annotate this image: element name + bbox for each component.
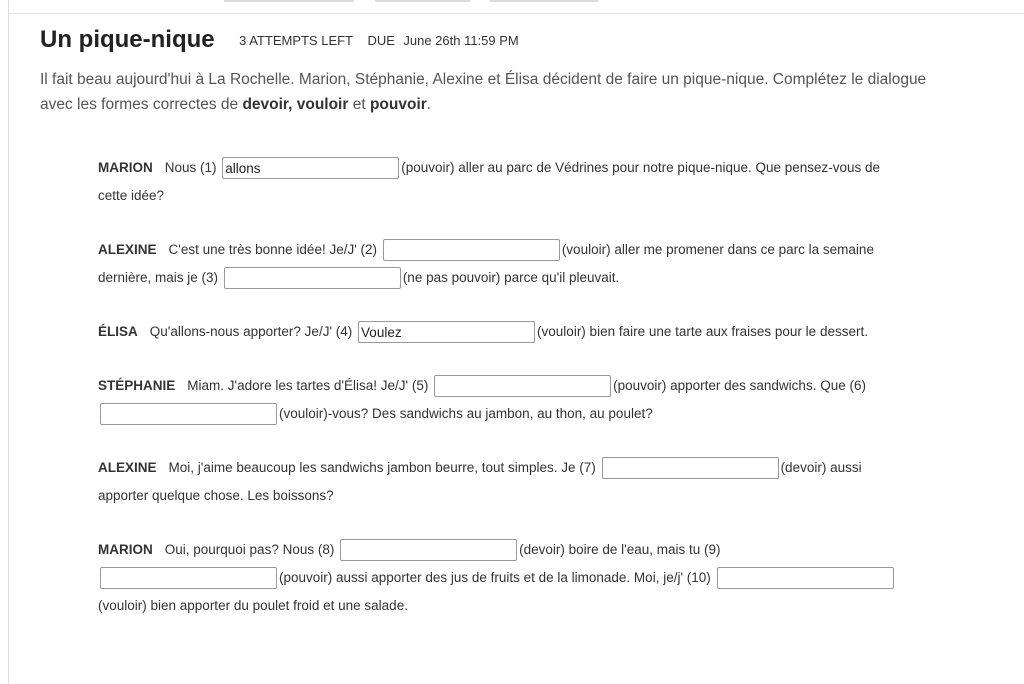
instructions-end: .	[426, 96, 432, 113]
speaker-name: ALEXINE	[98, 242, 157, 257]
answer-input-9[interactable]	[100, 567, 277, 589]
dialogue-line-3	[98, 318, 898, 346]
dialogue-text: Qu'allons-nous apporter? Je/J' (4)	[149, 324, 353, 339]
dialogue-line-4	[98, 372, 898, 428]
dialogue-text: (vouloir) aller me promener dans ce parc la semaine dernière, mais je (3)	[98, 242, 874, 285]
left-border	[8, 0, 9, 684]
dialogue-text: (vouloir) bien apporter du poulet froid et une salade.	[98, 598, 408, 613]
dialogue-text: (vouloir)-vous? Des sandwichs au jambon, au thon, au poulet?	[279, 406, 653, 421]
answer-input-1[interactable]	[222, 157, 399, 179]
dialogue-line-6	[98, 536, 898, 620]
dialogue-line-5	[98, 454, 898, 510]
due-date: June 26th 11:59 PM	[403, 32, 519, 48]
due-label: DUE	[367, 32, 395, 48]
top-tab-1[interactable]	[224, 0, 354, 2]
dialogue-text: (pouvoir) aller au parc de Védrines pour notre pique-nique. Que pensez-vous de cette idée?	[98, 160, 881, 203]
answer-input-8[interactable]	[340, 539, 517, 561]
dialogue-text: (pouvoir) aussi apporter des jus de fruits et de la limonade. Moi, je/j' (10)	[279, 570, 711, 585]
answer-input-3[interactable]	[224, 267, 401, 289]
speaker-name: MARION	[98, 160, 153, 175]
dialogue-text: C'est une très bonne idée! Je/J' (2)	[168, 242, 378, 257]
attempts-left: 3 ATTEMPTS LEFT	[239, 32, 353, 48]
dialogue-text: (ne pas pouvoir) parce qu'il pleuvait.	[402, 270, 620, 285]
verbs-bold-2: pouvoir	[369, 96, 427, 113]
dialogue-text: (pouvoir) apporter des sandwichs. Que (6)	[613, 378, 866, 393]
speaker-name: MARION	[98, 542, 153, 557]
dialogue	[98, 154, 898, 646]
answer-input-4[interactable]	[358, 321, 535, 343]
dialogue-text: (devoir) boire de l'eau, mais tu (9)	[519, 542, 721, 557]
top-divider	[8, 13, 1024, 14]
instructions	[40, 67, 940, 117]
top-tab-3[interactable]	[490, 0, 598, 2]
speaker-name: STÉPHANIE	[98, 378, 176, 393]
dialogue-text: Miam. J'adore les tartes d'Élisa! Je/J' (5)	[187, 378, 429, 393]
page-title: Un pique-nique	[40, 26, 215, 53]
verbs-bold-1: devoir, vouloir	[242, 96, 349, 113]
dialogue-line-1	[98, 154, 898, 210]
instructions-and: et	[348, 96, 370, 113]
dialogue-text: Oui, pourquoi pas? Nous (8)	[164, 542, 335, 557]
instructions-text: Il fait beau aujourd'hui à La Rochelle. Marion, Stéphanie, Alexine et Élisa décident de faire un pique-nique. Complétez le dialogue avec les formes correctes de	[40, 71, 927, 113]
answer-input-10[interactable]	[717, 567, 894, 589]
speaker-name: ÉLISA	[98, 324, 138, 339]
answer-input-2[interactable]	[383, 239, 560, 261]
dialogue-text: Nous (1)	[164, 160, 217, 175]
answer-input-5[interactable]	[434, 375, 611, 397]
answer-input-7[interactable]	[602, 457, 779, 479]
dialogue-line-2	[98, 236, 898, 292]
speaker-name: ALEXINE	[98, 460, 157, 475]
dialogue-text: Moi, j'aime beaucoup les sandwichs jambon beurre, tout simples. Je (7)	[168, 460, 596, 475]
activity-header	[40, 26, 519, 54]
dialogue-text: (vouloir) bien faire une tarte aux fraises pour le dessert.	[537, 324, 868, 339]
answer-input-6[interactable]	[100, 403, 277, 425]
dialogue-text: (devoir) aussi apporter quelque chose. Les boissons?	[98, 460, 862, 503]
top-tab-2[interactable]	[375, 0, 470, 2]
